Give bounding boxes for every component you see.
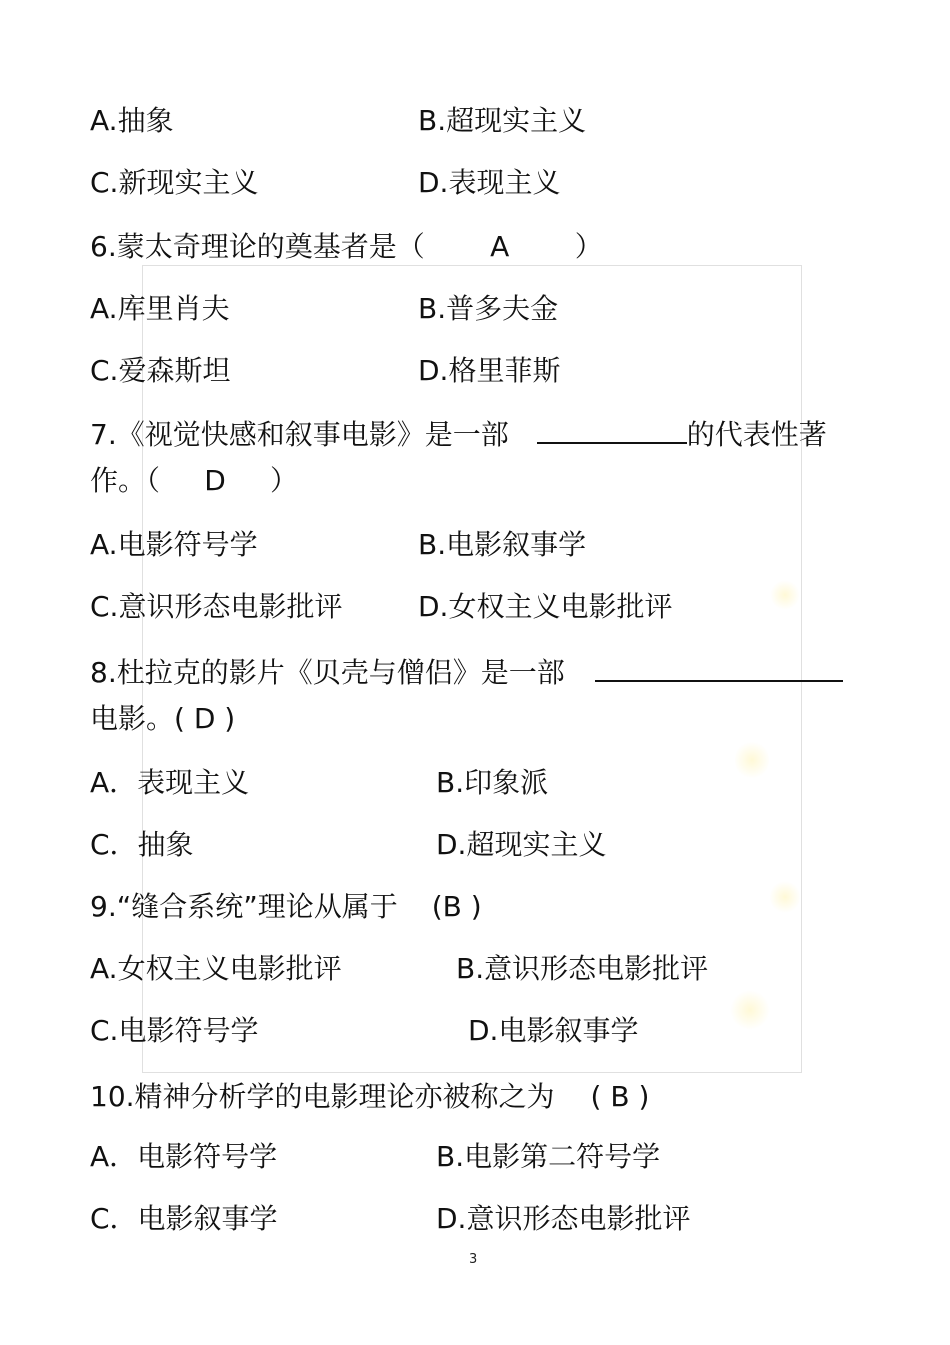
q7-stem-line1 (90, 416, 827, 452)
q8-stem-line1 (90, 654, 843, 690)
q7-option-b: B.电影叙事学 (418, 528, 587, 561)
q8-stem-text: 8.杜拉克的影片《贝壳与僧侣》是一部 (90, 656, 565, 689)
q5-option-b: B.超现实主义 (418, 104, 587, 137)
scan-artifact (770, 880, 800, 914)
q7-option-c: C.意识形态电影批评 (90, 590, 343, 623)
q6-stem (90, 230, 603, 264)
scan-artifact (730, 990, 770, 1030)
q9-option-a: A.女权主义电影批评 (90, 952, 342, 985)
page-number: 3 (469, 1252, 478, 1267)
q7-option-d: D.女权主义电影批评 (418, 590, 673, 623)
q5-option-c: C.新现实主义 (90, 166, 259, 199)
scan-artifact (735, 740, 769, 780)
q8-option-a: A．表现主义 (90, 766, 250, 799)
scan-artifact (770, 580, 800, 610)
q5-option-d: D.表现主义 (418, 166, 561, 199)
q10-option-c: C．电影叙事学 (90, 1202, 278, 1235)
q7-line2-text: 作。（ (90, 464, 161, 497)
q7-stem-suffix: 的代表性著 (686, 418, 827, 451)
q8-stem-line2: 电影。( D ) (90, 702, 236, 735)
q9-option-b: B.意识形态电影批评 (456, 952, 709, 985)
q8-option-c: C．抽象 (90, 828, 194, 861)
q10-option-d: D.意识形态电影批评 (436, 1202, 691, 1235)
q8-option-d: D.超现实主义 (436, 828, 607, 861)
q6-answer: A (490, 230, 510, 263)
q9-option-d: D.电影叙事学 (468, 1014, 639, 1047)
q6-option-c: C.爱森斯坦 (90, 354, 231, 387)
q9-stem-text: 9.“缝合系统”理论从属于 (90, 890, 398, 923)
q7-answer: D (204, 464, 226, 497)
q9-stem (90, 890, 482, 924)
q10-stem (90, 1080, 649, 1114)
q6-option-b: B.普多夫金 (418, 292, 559, 325)
q7-close-paren: ） (270, 464, 299, 497)
q9-answer: (B ) (431, 890, 482, 923)
q7-option-a: A.电影符号学 (90, 528, 258, 561)
q8-option-b: B.印象派 (436, 766, 549, 799)
q10-answer: ( B ) (590, 1080, 650, 1113)
q5-option-a: A.抽象 (90, 104, 174, 137)
q9-option-c: C.电影符号学 (90, 1014, 259, 1047)
q10-stem-text: 10.精神分析学的电影理论亦被称之为 (90, 1080, 555, 1113)
q7-stem-line2 (90, 464, 298, 498)
q6-close-paren: ） (574, 230, 603, 263)
q6-option-d: D.格里菲斯 (418, 354, 561, 387)
q7-stem-text: 7.《视觉快感和叙事电影》是一部 (90, 418, 509, 451)
q7-blank (537, 416, 687, 444)
q8-blank (595, 654, 843, 682)
q10-option-b: B.电影第二符号学 (436, 1140, 661, 1173)
q10-option-a: A．电影符号学 (90, 1140, 278, 1173)
q6-option-a: A.库里肖夫 (90, 292, 230, 325)
q6-stem-text: 6.蒙太奇理论的奠基者是（ (90, 230, 425, 263)
